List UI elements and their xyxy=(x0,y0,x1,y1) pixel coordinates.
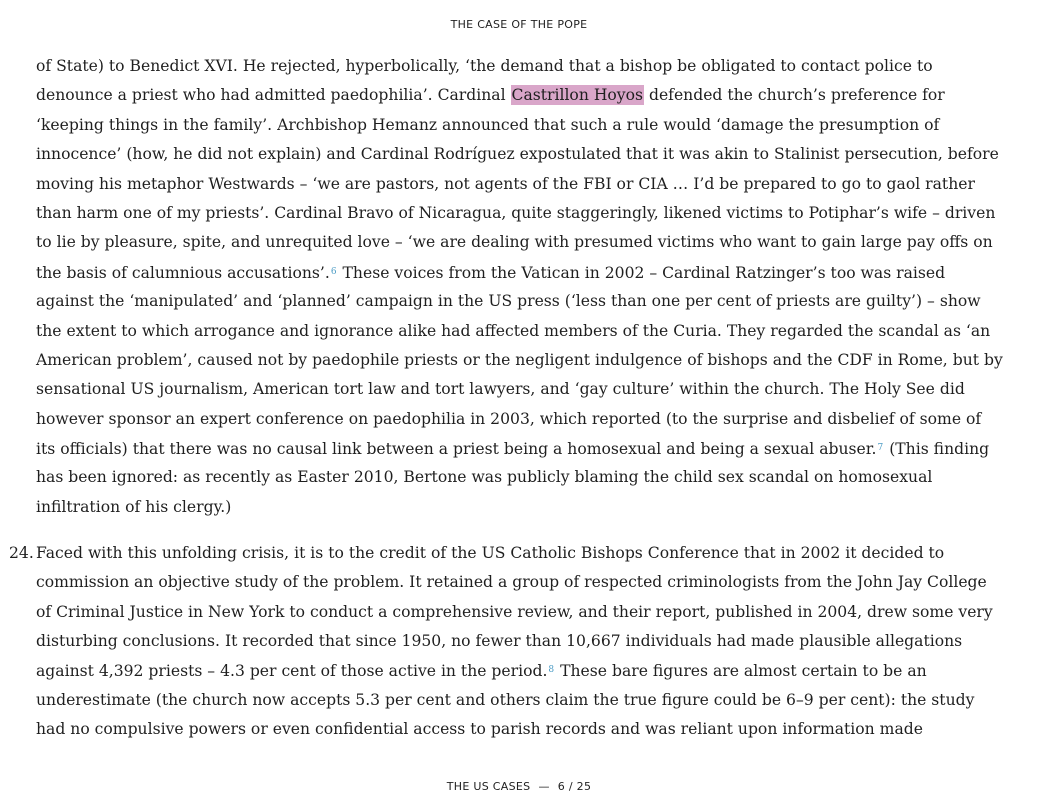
paragraph-spacer xyxy=(36,522,966,539)
text-line: innocence’ (how, he did not explain) and Cardinal Rodríguez expostulated that it was akin to Stalinist persecution, before xyxy=(36,145,999,164)
text-line: moving his metaphor Westwards – ‘we are pastors, not agents of the FBI or CIA … I’d be prepared to go to gaol rather xyxy=(36,174,975,193)
text-span: These voices from the Vatican in 2002 – Cardinal Ratzinger’s too was raised xyxy=(337,263,946,282)
text-span: These bare figures are almost certain to be an xyxy=(555,662,927,681)
text-line: of Criminal Justice in New York to conduct a comprehensive review, and their report, published in 2004, drew some very xyxy=(36,602,993,621)
text-line: sensational US journalism, American tort law and tort lawyers, and ‘gay culture’ within the church. The Holy See did xyxy=(36,380,965,399)
text-line: than harm one of my priests’. Cardinal Bravo of Nicaragua, quite staggeringly, likened victims to Potiphar’s wife – driven xyxy=(36,203,996,222)
page-indicator: 6 / 25 xyxy=(557,780,592,793)
text-line: commission an objective study of the problem. It retained a group of respected criminologists from the John Jay College xyxy=(36,573,987,592)
highlighted-text[interactable]: Castrillon Hoyos xyxy=(511,86,644,105)
paragraph-24 xyxy=(9,539,993,745)
text-line: Faced with this unfolding crisis, it is to the credit of the US Catholic Bishops Conference that in 2002 it decided to xyxy=(36,543,945,562)
text-line: has been ignored: as recently as Easter 2010, Bertone was publicly blaming the child sex scandal on homosexual xyxy=(36,468,933,487)
page-body xyxy=(9,52,1003,745)
section-title: THE US CASES xyxy=(446,780,531,793)
text-line: however sponsor an expert conference on paedophilia in 2003, which reported (to the surprise and disbelief of some of xyxy=(36,409,982,428)
footnote-link-8[interactable]: 8 xyxy=(548,665,555,676)
text-line: disturbing conclusions. It recorded that since 1950, no fewer than 10,667 individuals had made plausible allegations xyxy=(36,632,963,651)
text-line: the extent to which arrogance and ignorance alike had affected members of the Curia. They regarded the scandal as ‘an xyxy=(36,321,991,340)
text-line: infiltration of his clergy.) xyxy=(36,497,232,516)
footnote-link-7[interactable]: 7 xyxy=(877,443,884,454)
running-header: THE CASE OF THE POPE xyxy=(450,18,588,31)
text-span: (This finding xyxy=(884,440,990,459)
footnote-link-6[interactable]: 6 xyxy=(330,266,337,277)
paragraph-number: 24. xyxy=(9,543,34,562)
page-footer xyxy=(0,780,1038,793)
text-line xyxy=(36,656,966,685)
text-line: against the ‘manipulated’ and ‘planned’ campaign in the US press (‘less than one per cent of priests are guilty’) – show xyxy=(36,292,981,311)
footer-separator: — xyxy=(538,780,550,793)
text-line: to lie by pleasure, spite, and unrequited love – ‘we are dealing with presumed victims who want to gain large pay offs on xyxy=(36,233,993,252)
text-span: the basis of calumnious accusations’. xyxy=(36,263,330,282)
text-span: denounce a priest who had admitted paedophilia’. Cardinal xyxy=(36,86,511,105)
text-line xyxy=(36,258,966,287)
text-line: American problem’, caused not by paedophile priests or the negligent indulgence of bishops and the CDF in Rome, but by xyxy=(36,350,1003,369)
text-line: ‘keeping things in the family’. Archbishop Hemanz announced that such a rule would ‘damage the presumption of xyxy=(36,115,940,134)
text-line: had no compulsive powers or even confidential access to parish records and was reliant upon information made xyxy=(36,720,923,739)
text-line xyxy=(36,434,990,463)
paragraph-continuation xyxy=(36,52,1003,522)
text-span: its officials) that there was no causal link between a priest being a homosexual and being a sexual abuser. xyxy=(36,440,877,459)
text-span: against 4,392 priests – 4.3 per cent of those active in the period. xyxy=(36,662,548,681)
text-span: defended the church’s preference for xyxy=(644,86,945,105)
text-line: of State) to Benedict XVI. He rejected, hyperbolically, ‘the demand that a bishop be obligated to contact police to xyxy=(36,57,933,75)
text-line xyxy=(36,81,966,110)
text-line: underestimate (the church now accepts 5.3 per cent and others claim the true figure could be 6–9 per cent): the study xyxy=(36,690,975,709)
